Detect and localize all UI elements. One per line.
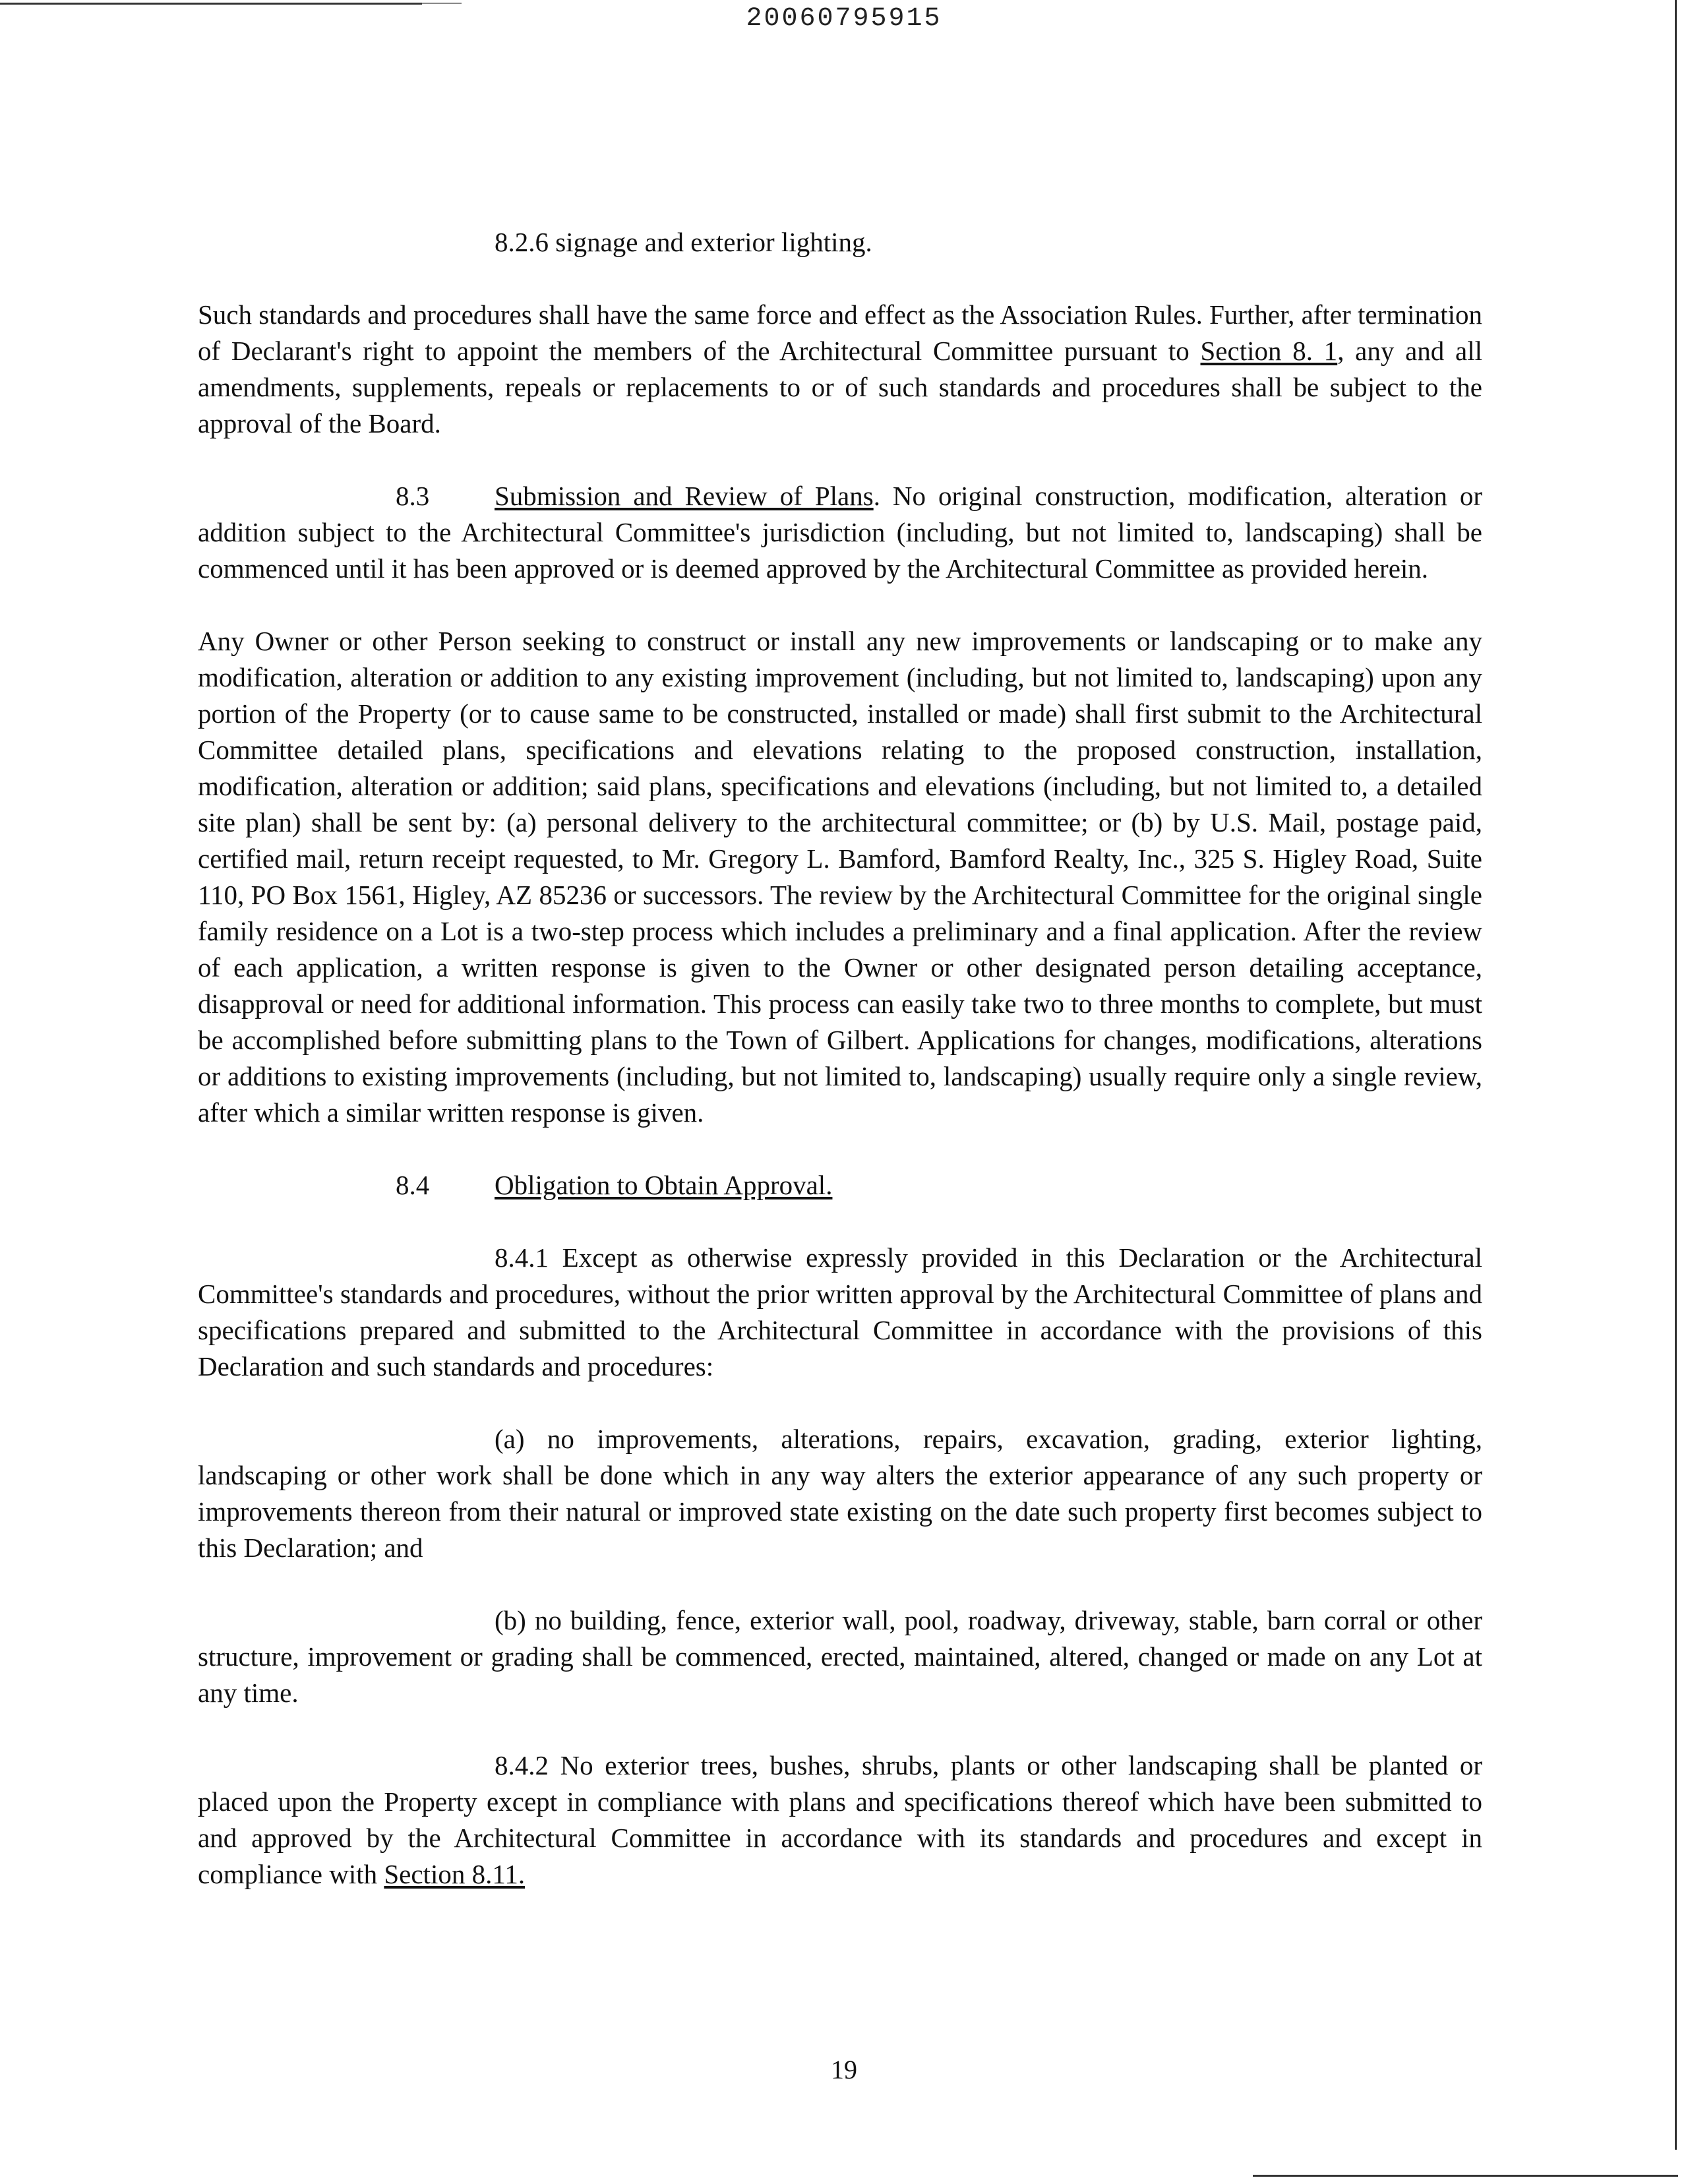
paragraph-8-4-1-b: (b) no building, fence, exterior wall, pool, roadway, driveway, stable, barn corral or other structure, improvement or grading shall be commenced, erected, maintained, altered, changed or made on any Lot at any time. [198, 1605, 1482, 1708]
section-8-3-body: . No original construction, modification, alteration or addition subject to the Architectural Committee's jurisdiction (including, but not limited to, landscaping) shall be commenced until it has been approved or is deemed approved by the Architectural Committee as provided herein. [198, 481, 1483, 584]
section-8-4-title: Obligation to Obtain Approval. [495, 1170, 833, 1200]
section-8-4-heading [198, 1167, 1482, 1203]
document-number: 20060795915 [746, 4, 942, 34]
document-body [198, 224, 1482, 1929]
paragraph-owner-submission: Any Owner or other Person seeking to construct or install any new improvements or landscaping or to make any modification, alteration or addition to any existing improvement (including, but not limited to, landscaping) upon any portion of the Property (or to cause same to be constructed, installed or made) shall first submit to the Architectural Committee detailed plans, specifications and elevations relating to the proposed construction, installation, modification, alteration or addition; said plans, specifications and elevations (including, but not limited to, a detailed site plan) shall be sent by: (a) personal delivery to the architectural committee; or (b) by U.S. Mail, postage paid, certified mail, return receipt requested, to Mr. Gregory L. Bamford, Bamford Realty, Inc., 325 S. Higley Road, Suite 110, PO Box 1561, Higley, AZ 85236 or successors. The review by the Architectural Committee for the original single family residence on a Lot is a two-step process which includes a preliminary and a final application. After the review of each application, a written response is given to the Owner or other designated person detailing acceptance, disapproval or need for additional information. This process can easily take two to three months to complete, but must be accomplished before submitting plans to the Town of Gilbert. Applications for changes, modifications, alterations or additions to existing improvements (including, but not limited to, landscaping) usually require only a single review, after which a similar written response is given. [198, 626, 1482, 1128]
paragraph-8-4-1: 8.4.1 Except as otherwise expressly provided in this Declaration or the Architectural Committee's standards and procedures, without the prior written approval by the Architectural Committee of plans and specifications prepared and submitted to the Architectural Committee in accordance with the provisions of this Declaration and such standards and procedures: [198, 1242, 1482, 1381]
section-8-1-reference: Section 8. 1 [1200, 336, 1338, 366]
section-8-4-number: 8.4 [396, 1170, 430, 1200]
section-8-11-reference: Section 8.11. [384, 1859, 526, 1889]
paragraph-8-4-2-text: 8.4.2 No exterior trees, bushes, shrubs, plants or other landscaping shall be planted or placed upon the Property except in compliance with plans and specifications thereof which have been submitted to and approved by the Architectural Committee in accordance with its standards and procedures and except in compliance with [198, 1750, 1482, 1889]
section-8-3-number: 8.3 [396, 481, 430, 511]
paragraph-8-4-1-a: (a) no improvements, alterations, repairs, excavation, grading, exterior lighting, landscaping or other work shall be done which in any way alters the exterior appearance of any such property or improvements thereon from their natural or improved state existing on the date such property first becomes subject to this Declaration; and [198, 1424, 1482, 1563]
page-number: 19 [831, 2055, 857, 2084]
standards-text-2: , any and all amendments, supplements, repeals or replacements to or of such standards and procedures shall be subject to the approval of the Board. [198, 336, 1482, 439]
section-8-3-title: Submission and Review of Plans [495, 481, 874, 511]
scan-edge-bottom [1253, 2175, 1678, 2177]
paragraph-8-4-2 [198, 1747, 1482, 1893]
standards-text-1: Such standards and procedures shall have the same force and effect as the Association Rules. Further, after termination of Declarant's right to appoint the members of the Architectural Committee pursuant to [198, 299, 1482, 366]
paragraph-8-2-6: 8.2.6 signage and exterior lighting. [495, 227, 872, 257]
paragraph-standards [198, 297, 1482, 442]
scan-edge-right [1675, 0, 1677, 2150]
section-8-3 [198, 478, 1482, 587]
